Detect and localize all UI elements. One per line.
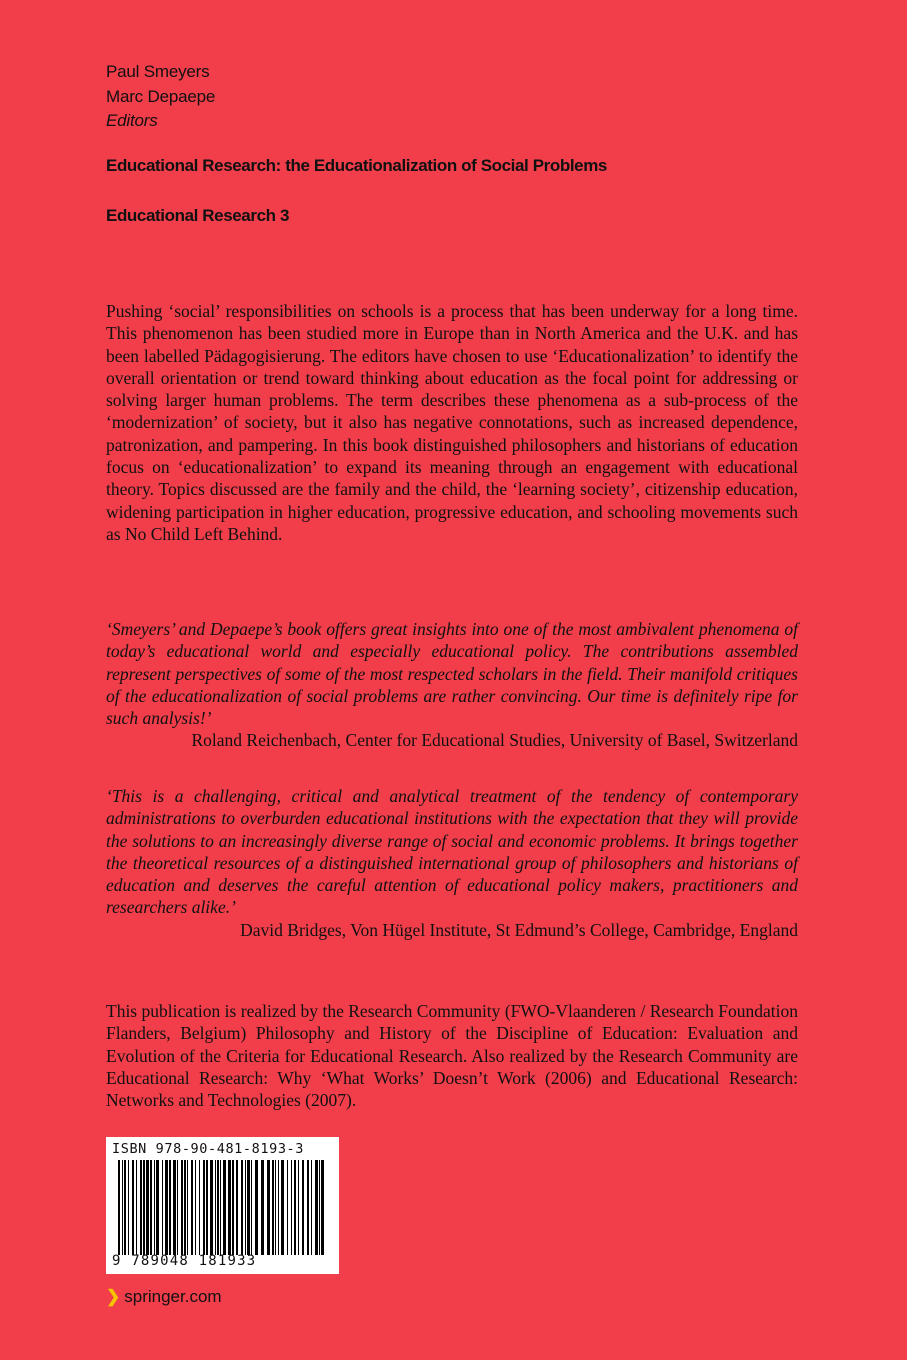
barcode-bars — [112, 1160, 333, 1255]
quote-attribution: Roland Reichenbach, Center for Educational Studies, University of Basel, Switzerland — [191, 730, 798, 751]
barcode-bar — [136, 1160, 137, 1255]
barcode-bar — [210, 1160, 213, 1255]
endorsement-quote — [106, 785, 798, 941]
barcode-bar — [287, 1160, 288, 1255]
barcode-bar — [236, 1160, 238, 1255]
barcode-bar — [146, 1160, 149, 1255]
quote-attribution: David Bridges, Von Hügel Institute, St Edmund’s College, Cambridge, England — [240, 919, 798, 940]
barcode-bar — [165, 1160, 168, 1255]
barcode-bar — [281, 1160, 284, 1255]
series-name: Educational Research 3 — [106, 206, 289, 225]
barcode-bar — [220, 1160, 221, 1255]
barcode-bar — [321, 1160, 324, 1255]
barcode-bar — [206, 1160, 208, 1255]
isbn-barcode — [106, 1137, 339, 1274]
barcode-bar — [311, 1160, 312, 1255]
editor-name: Marc Depaepe — [106, 86, 216, 106]
barcode-bar — [191, 1160, 193, 1255]
barcode-bar — [307, 1160, 309, 1255]
barcode-bar — [298, 1160, 299, 1255]
barcode-bar — [199, 1160, 200, 1255]
barcode-bar — [294, 1160, 296, 1255]
barcode-bar — [255, 1160, 258, 1255]
barcode-bar — [181, 1160, 183, 1255]
barcode-bar — [315, 1160, 318, 1255]
barcode-bar — [278, 1160, 279, 1255]
barcode-bar — [118, 1160, 120, 1255]
barcode-bar — [223, 1160, 226, 1255]
barcode-bar — [187, 1160, 188, 1255]
barcode-bar — [150, 1160, 152, 1255]
description: Pushing ‘social’ responsibilities on schools is a process that has been underway for a long time. This phenomenon has been studied more in Europe than in North America and the U.K. and has been labelled Pädagogisierung. The editors have chosen to use ‘Educationalization’ to identify the overall orientation or trend toward thinking about education as the focal point for addressing or solving larger human problems. The term describes these phenomena as a sub-process of the ‘modernization’ of society, but it also has negative connotations, such as increased dependence, patronization, and pampering. In this book distinguished philosophers and historians of education focus on ‘educationalization’ to expand its meaning through an engagement with educational theory. Topics discussed are the family and the child, the ‘learning society’, citizenship education, widening participation in higher education, progressive education, and schooling movements such as No Child Left Behind. — [106, 301, 798, 544]
endorsement-quote — [106, 618, 798, 752]
barcode-bar — [195, 1160, 196, 1255]
quote-text: ‘Smeyers’ and Depaepe’s book offers great insights into one of the most ambivalent phenomena of today’s educational world and especially educational policy. The contributions assembled represent perspectives of some of the most respected scholars in the field. Their manifold critiques of the educationalization of social problems are rather convincing. Our time is definitely ripe for such analysis!’ — [106, 619, 798, 729]
isbn-label: ISBN 978-90-481-8193-3 — [112, 1141, 305, 1157]
barcode-bar — [124, 1160, 126, 1255]
barcode-bar — [319, 1160, 320, 1255]
barcode-bar — [267, 1160, 270, 1255]
barcode-bar — [302, 1160, 304, 1255]
barcode-bar — [232, 1160, 234, 1255]
barcode-bar — [132, 1160, 134, 1255]
barcode-bar — [245, 1160, 246, 1255]
barcode-bar — [217, 1160, 219, 1255]
barcode-bar — [143, 1160, 145, 1255]
publisher-website[interactable] — [106, 1287, 222, 1307]
barcode-bar — [162, 1160, 163, 1255]
barcode-bar — [275, 1160, 276, 1255]
barcode-bar — [251, 1160, 252, 1255]
barcode-bar — [228, 1160, 231, 1255]
barcode-bar — [261, 1160, 264, 1255]
quote-text: ‘This is a challenging, critical and analytical treatment of the tendency of contemporary administrations to overburden educational institutions with the expectation that they will provide the solutions to an increasingly diverse range of social and economic problems. It brings together the theoretical resources of a distinguished international group of philosophers and historians of education and deserves the careful attention of educational policy makers, practitioners and researchers alike.’ — [106, 786, 798, 918]
barcode-bar — [140, 1160, 142, 1255]
book-title: Educational Research: the Educationalization of Social Problems — [106, 156, 607, 175]
barcode-bar — [154, 1160, 155, 1255]
publication-note: This publication is realized by the Research Community (FWO-Vlaanderen / Research Foundation Flanders, Belgium) Philosophy and History of the Discipline of Education: Evaluation and Evolution of the Criteria for Educational Research. Also realized by the Research Community are Educational Research: Why ‘What Works’ Doesn’t Work (2006) and Educational Research: Networks and Technologies (2007). — [106, 1001, 798, 1111]
barcode-bar — [184, 1160, 186, 1255]
barcode-bar — [272, 1160, 274, 1255]
editors-block — [106, 60, 215, 134]
barcode-bar — [291, 1160, 292, 1255]
barcode-bar — [156, 1160, 159, 1255]
chevron-right-icon: ❯ — [106, 1287, 121, 1306]
website-label: springer.com — [124, 1287, 222, 1306]
barcode-bar — [122, 1160, 123, 1255]
editors-role: Editors — [106, 111, 158, 130]
barcode-bar — [128, 1160, 129, 1255]
barcode-bar — [241, 1160, 243, 1255]
barcode-bar — [173, 1160, 176, 1255]
barcode-bar — [203, 1160, 205, 1255]
editor-name: Paul Smeyers — [106, 62, 210, 81]
barcode-bar — [247, 1160, 250, 1255]
barcode-bar — [169, 1160, 171, 1255]
barcode-bar — [177, 1160, 178, 1255]
barcode-bar — [215, 1160, 216, 1255]
ean-number: 9 789048 181933 — [112, 1253, 257, 1269]
